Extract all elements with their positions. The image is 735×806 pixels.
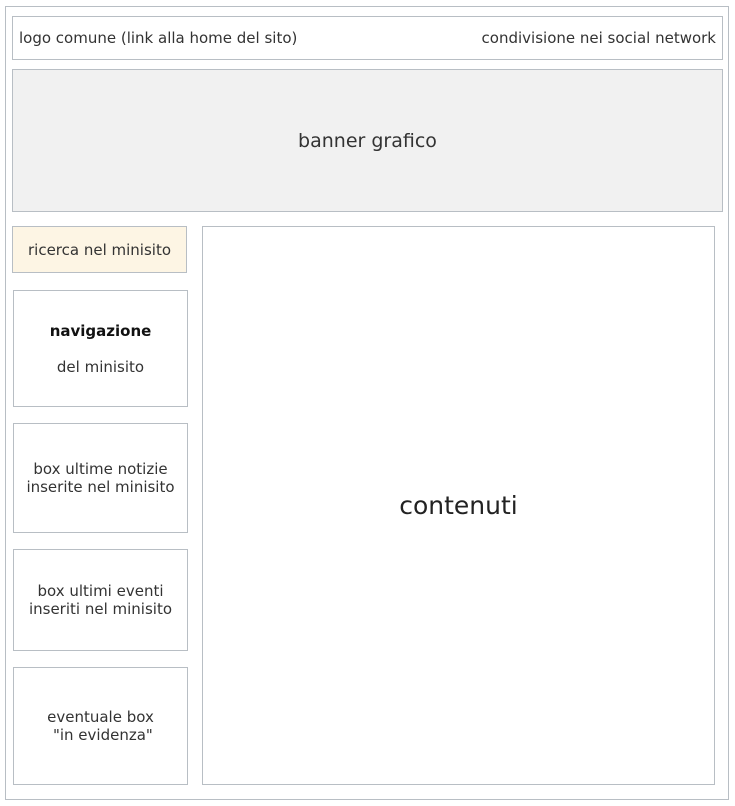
header-bar [12,16,723,60]
minisite-search-box[interactable] [12,226,187,273]
latest-news-box[interactable] [13,423,188,533]
news-box-line-2: inserite nel minisito [26,478,175,496]
navigation-subtitle: del minisito [56,357,145,376]
social-sharing[interactable] [482,17,716,59]
events-box-line-2: inseriti nel minisito [28,600,173,618]
latest-events-box[interactable] [13,549,188,651]
main-content-area [202,226,715,785]
highlight-box[interactable] [13,667,188,785]
events-box-line-1: box ultimi eventi [37,582,164,600]
logo-label: logo comune (link alla home del sito) [19,29,298,47]
banner-label: banner grafico [298,129,437,152]
search-label: ricerca nel minisito [27,240,172,259]
content-label: contenuti [399,491,518,520]
news-box-line-1: box ultime notizie [33,460,168,478]
highlight-box-line-1: eventuale box [47,708,154,726]
social-sharing-label: condivisione nei social network [481,29,716,47]
logo-link[interactable] [19,17,297,59]
graphic-banner [12,69,723,212]
highlight-box-line-2: "in evidenza" [48,726,153,744]
minisite-navigation-box[interactable] [13,290,188,407]
navigation-title: navigazione [49,321,152,340]
